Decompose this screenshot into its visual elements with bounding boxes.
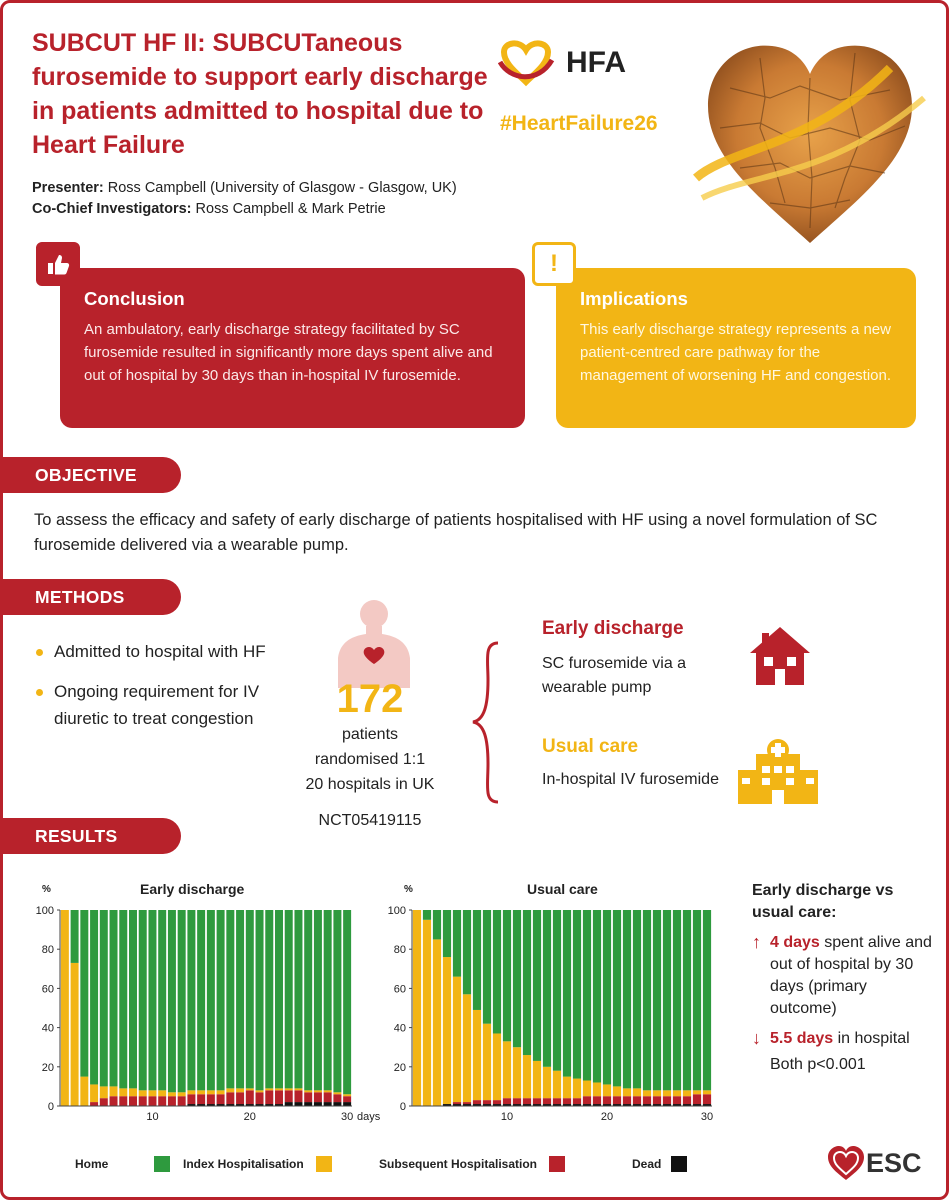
legend-home-swatch [154,1156,170,1172]
bar-segment [603,910,611,1084]
bar-segment [285,910,293,1088]
bar-segment [110,910,118,1086]
bar-segment [197,1090,205,1094]
bar-segment [643,1096,651,1104]
heart-illustration-icon [690,28,930,253]
bar-segment [236,1092,244,1104]
stat-days-hospital [752,1028,932,1050]
y-tick-label: 0 [47,1101,54,1113]
y-tick-label: 60 [41,983,54,996]
arm-early-discharge-title: Early discharge [542,618,684,639]
methods-label: METHODS [3,579,181,615]
y-tick-label: 20 [41,1061,54,1074]
bar-segment [304,1102,312,1106]
x-tick-label: 30 [341,1111,354,1123]
investigators-names: Ross Campbell & Mark Petrie [195,201,386,217]
bar-segment [246,1088,254,1090]
bar-segment [178,1092,186,1096]
legend-subsequent [379,1156,565,1172]
bar-segment [333,1102,341,1106]
bar-segment [543,910,551,1067]
bar-segment [543,1098,551,1104]
bar-segment [343,910,351,1094]
bar-segment [275,910,283,1088]
bar-segment [314,1092,322,1102]
human-torso-icon [336,598,412,688]
bar-segment [683,910,691,1090]
bar-segment [653,1090,661,1096]
y-tick-label: 40 [41,1022,54,1035]
bar-segment [563,1098,571,1104]
bar-segment [226,910,234,1088]
bar-segment [304,1092,312,1102]
y-tick-label: 80 [41,944,54,957]
bar-segment [463,910,471,994]
list-item: Ongoing requirement for IV diuretic to treat congestion [34,678,274,732]
bar-segment [483,1024,491,1100]
bar-segment [503,1098,511,1104]
bar-segment [294,1090,302,1102]
bar-segment [333,1092,341,1094]
bar-segment [314,1090,322,1092]
bar-segment [593,1096,601,1104]
bar-segment [226,1092,234,1104]
bar-segment [158,1096,166,1106]
bar-segment [553,1071,561,1098]
x-tick-label: 20 [243,1111,256,1123]
bar-segment [573,1079,581,1099]
bar-segment [613,910,621,1086]
conclusion-heading: Conclusion [84,288,185,309]
esc-logo-text: ESC [866,1148,922,1178]
bar-segment [294,1102,302,1106]
summary-heading: Early discharge vs usual care: [752,882,894,921]
bar-segment [513,1098,521,1104]
arm-usual-care-title: Usual care [542,736,639,757]
investigators-label: Co-Chief Investigators: [32,201,192,217]
bar-segment [110,1086,118,1096]
chart-early-discharge [20,896,380,1128]
arm-early-discharge-desc: SC furosemide via a wearable pump [542,655,687,696]
bar-segment [100,1098,108,1106]
bar-segment [187,1094,195,1104]
bar-segment [187,1090,195,1094]
bar-segment [593,910,601,1082]
chart-usual-care [384,896,734,1128]
bar-segment [324,1102,332,1106]
bar-segment [246,910,254,1088]
stat2-text: in hospital [837,1030,910,1047]
implications-card [556,268,916,428]
bar-segment [593,1082,601,1096]
bar-segment [314,910,322,1090]
bar-segment [653,910,661,1090]
bar-segment [80,1077,88,1106]
house-icon [748,625,812,687]
bar-segment [148,1090,156,1096]
bar-segment [463,994,471,1102]
bar-segment [523,1098,531,1104]
y-tick-label: 80 [393,944,406,957]
exclamation-icon: ! [532,242,576,286]
presenter-name: Ross Campbell (University of Glasgow - Glasgow, UK) [107,180,457,196]
x-tick-label: 30 [700,1111,714,1123]
bar-segment [583,910,591,1081]
bar-segment [433,910,441,939]
bar-segment [673,910,681,1090]
bar-segment [158,1090,166,1096]
patients-line-1: patients [341,726,399,743]
legend-subsequent-label: Subsequent Hospitalisation [379,1157,538,1171]
bar-segment [633,1096,641,1104]
bar-segment [119,1096,127,1106]
bar-segment [483,1100,491,1104]
patients-line-3: 20 hospitals in UK [305,776,435,793]
bar-segment [613,1086,621,1096]
bar-segment [603,1084,611,1096]
bar-segment [613,1096,621,1104]
hospital-icon [736,738,820,806]
x-tick-label: 10 [500,1111,514,1123]
bar-segment [493,1033,501,1100]
bar-segment [168,1096,176,1106]
bar-segment [217,1094,225,1104]
bar-segment [197,1094,205,1104]
methods-bullets [34,638,274,745]
legend-dead-label: Dead [632,1157,662,1171]
bar-segment [236,1088,244,1092]
bar-segment [653,1096,661,1104]
bar-segment [453,910,461,977]
stat1-text: spent alive and out of hospital by 30 days (primary outcome) [770,934,932,1017]
legend-index-label: Index Hospitalisation [183,1157,304,1171]
bar-segment [90,1084,98,1102]
bar-segment [178,1096,186,1106]
bar-segment [463,1102,471,1104]
bar-segment [693,1090,701,1094]
bar-segment [265,910,273,1088]
bar-segment [643,910,651,1090]
bar-segment [333,910,341,1092]
bar-segment [304,910,312,1090]
bar-segment [139,1090,147,1096]
bar-segment [703,1090,711,1094]
bar-segment [110,1096,118,1106]
bar-segment [483,910,491,1024]
bar-segment [563,910,571,1077]
list-item: Admitted to hospital with HF [34,638,274,665]
bar-segment [513,910,521,1047]
bar-segment [343,1102,351,1106]
bar-segment [71,963,79,1106]
bar-segment [703,910,711,1090]
bar-segment [693,910,701,1090]
legend-home-label: Home [75,1157,109,1171]
chart-title-early: Early discharge [140,881,245,897]
bar-segment [533,1098,541,1104]
bar-segment [553,910,561,1071]
x-tick-label: 10 [146,1111,159,1123]
bar-segment [453,1102,461,1104]
bar-segment [573,1098,581,1104]
bar-segment [304,1090,312,1092]
bar-segment [343,1096,351,1102]
bar-segment [217,1090,225,1094]
bar-segment [563,1077,571,1099]
thumbs-up-icon [36,242,80,286]
bar-segment [473,1010,481,1100]
bar-segment [453,977,461,1102]
bar-segment [493,910,501,1033]
bar-segment [265,1088,273,1090]
x-tick-label: 20 [600,1111,614,1123]
legend-dead [632,1156,687,1172]
implications-text: This early discharge strategy represents a new patient-centred care pathway for the management of worsening HF and congestion. [580,321,892,384]
bar-segment [583,1096,591,1104]
legend-subsequent-swatch [549,1156,565,1172]
bar-segment [473,910,481,1010]
bar-segment [663,910,671,1090]
presenter-label: Presenter: [32,180,104,196]
bar-segment [633,1088,641,1096]
stat2-value: 5.5 days [770,1030,834,1047]
bar-segment [285,1088,293,1090]
bar-segment [129,910,137,1088]
bar-segment [513,1047,521,1098]
y-tick-label: 60 [393,983,406,996]
bar-segment [275,1088,283,1090]
bar-segment [523,1055,531,1098]
bar-segment [673,1090,681,1096]
bar-segment [275,1090,283,1104]
y-tick-label: 100 [35,905,54,917]
chart-title-usual: Usual care [527,881,598,897]
y-tick-label: 20 [393,1061,406,1074]
bar-segment [148,1096,156,1106]
y-tick-label: 0 [399,1101,406,1113]
chart-ylabel-early: % [42,884,51,895]
bar-segment [226,1088,234,1092]
results-label: RESULTS [3,818,181,854]
bar-segment [633,910,641,1088]
bar-segment [663,1090,671,1096]
bar-segment [683,1096,691,1104]
bar-segment [256,1090,264,1092]
bar-segment [673,1096,681,1104]
bar-segment [703,1094,711,1104]
bar-segment [294,1088,302,1090]
bar-segment [236,910,244,1088]
bar-segment [553,1098,561,1104]
bar-segment [324,910,332,1090]
y-tick-label: 100 [387,905,406,917]
registry-number: NCT05419115 [318,812,422,829]
implications-heading: Implications [580,288,688,309]
bar-segment [443,957,451,1104]
stat-days-alive [752,932,932,1020]
patients-line-2: randomised 1:1 [314,751,426,768]
legend-dead-swatch [671,1156,687,1172]
bar-segment [324,1092,332,1102]
objective-text: To assess the efficacy and safety of early discharge of patients hospitalised with HF using a novel formulation of SC furosemide delivered via a wearable pump. [34,511,878,554]
bar-segment [423,910,431,920]
bar-segment [503,1041,511,1098]
brace-icon [470,640,500,805]
bar-segment [178,910,186,1092]
hashtag: #HeartFailure26 [500,112,658,135]
bar-segment [583,1081,591,1097]
bar-segment [246,1090,254,1104]
bar-segment [71,910,79,963]
bar-segment [543,1067,551,1098]
arrow-down-icon: ↓ [752,1028,761,1048]
bar-segment [168,910,176,1092]
bar-segment [285,1090,293,1102]
bar-segment [187,910,195,1090]
bar-segment [433,939,441,1106]
bar-segment [256,910,264,1090]
p-value: Both p<0.001 [770,1056,866,1073]
bar-segment [533,1061,541,1098]
bar-segment [603,1096,611,1104]
legend-index [183,1156,332,1172]
conclusion-text: An ambulatory, early discharge strategy facilitated by SC furosemide resulted in significantly more days spent alive and out of hospital by 30 days than in-hospital IV furosemide. [84,321,493,384]
arm-usual-care-desc: In-hospital IV furosemide [542,771,719,788]
bar-segment [119,1088,127,1096]
stat1-value: 4 days [770,934,820,951]
legend-index-swatch [316,1156,332,1172]
arrow-up-icon: ↑ [752,932,761,952]
results-summary [752,880,932,1076]
patients-number: 172 [336,677,404,721]
x-axis-label: days [357,1111,380,1123]
bar-segment [523,910,531,1055]
patients-description [275,722,465,797]
bar-segment [265,1090,273,1104]
bar-segment [90,910,98,1084]
hfa-logo-text: HFA [566,46,626,79]
bar-segment [168,1092,176,1096]
bar-segment [333,1094,341,1102]
bar-segment [207,1094,215,1104]
bar-segment [623,1096,631,1104]
bar-segment [119,910,127,1088]
bar-segment [256,1092,264,1104]
bar-segment [324,1090,332,1092]
bar-segment [314,1102,322,1106]
bar-segment [100,1086,108,1098]
bar-segment [139,1096,147,1106]
bar-segment [207,910,215,1090]
chart-ylabel-usual: % [404,884,413,895]
bar-segment [623,1088,631,1096]
bar-segment [343,1094,351,1096]
bar-segment [61,910,69,1106]
objective-label: OBJECTIVE [3,457,181,493]
bar-segment [423,920,431,1106]
bar-segment [217,910,225,1090]
bar-segment [533,910,541,1061]
page-title: SUBCUT HF II: SUBCUTaneous furosemide to support early discharge in patients admitted to hospital due to Heart Failure [32,29,488,159]
bar-segment [643,1090,651,1096]
bar-segment [413,910,421,1106]
presenter-info [32,178,457,220]
bar-segment [197,910,205,1090]
legend-home [75,1156,170,1172]
bar-segment [294,910,302,1088]
bar-segment [90,1102,98,1106]
bar-segment [623,910,631,1088]
bar-segment [693,1094,701,1104]
bar-segment [683,1090,691,1096]
bar-segment [129,1088,137,1096]
bar-segment [573,910,581,1079]
bar-segment [663,1096,671,1104]
bar-segment [473,1100,481,1104]
bar-segment [503,910,511,1041]
bar-segment [80,910,88,1077]
bar-segment [443,910,451,957]
bar-segment [139,910,147,1090]
conclusion-card [60,268,525,428]
bar-segment [129,1096,137,1106]
bar-segment [493,1100,501,1104]
bar-segment [207,1090,215,1094]
bar-segment [100,910,108,1086]
bar-segment [148,910,156,1090]
bar-segment [285,1102,293,1106]
y-tick-label: 40 [393,1022,406,1035]
bar-segment [158,910,166,1090]
